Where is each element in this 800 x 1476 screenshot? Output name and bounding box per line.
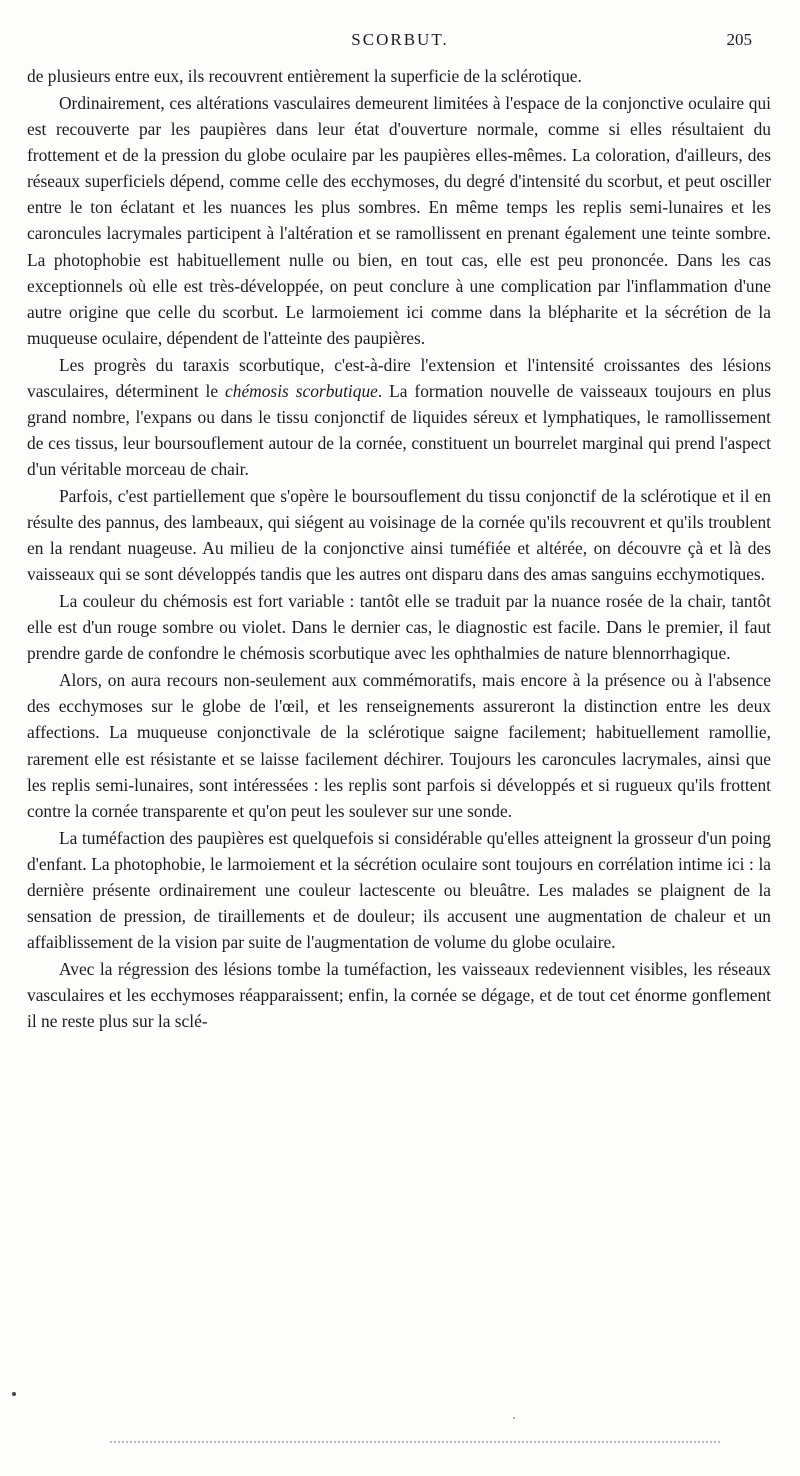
paragraph-eyelid-swelling: La tuméfaction des paupières est quelquefois si considérable qu'elles atteignent la grosseur d'un poing d'enfant. La photophobie, le larmoiement et la sécrétion oculaire sont toujours en corrélation intime ici : la dernière présente ordinairement une couleur lactescente ou bleuâtre. Les malades se plaignent de la sensation de pression, de tiraillements et de douleur; ils accusent une augmentation de chaleur et un affaiblissement de la vision par suite de l'augmentation de volume du globe oculaire. <box>27 827 771 953</box>
paragraph-text-after: . La formation nouvelle de vaisseaux toujours en plus grand nombre, l'expans ou dans le tissu conjonctif de liquides séreux et lymphatiques, le ramollissement de ces tissus, leur boursouflement autour de la cornée, constituent un bourrelet marginal qui prend l'aspect d'un véritable morceau de chair. <box>27 380 771 480</box>
paragraph-diagnosis: Alors, on aura recours non-seulement aux commémoratifs, mais encore à la présence ou à l'absence des ecchymoses sur le globe de l'œil, et les renseignements assureront la distinction entre les deux affections. La muqueuse conjonctivale de la sclérotique saigne facilement; habituellement ramollie, rarement elle est résistante et se laisse facilement déchirer. Toujours les caroncules lacrymales, ainsi que les replis semi-lunaires, sont intéressées : les replis sont parfois si développés et si rugueux qu'ils frottent contre la cornée transparente et qu'on peut les soulever sur une sonde. <box>27 670 771 821</box>
scan-bottom-noise <box>110 1441 720 1445</box>
paragraph-pannus: Parfois, c'est partiellement que s'opère le boursouflement du tissu conjonctif de la sclérotique et il en résulte des pannus, des lambeaux, qui siégent au voisinage de la cornée qu'ils recouvrent et qu'ils troublent en la rendant nuageuse. Au milieu de la conjonctive ainsi tuméfiée et altérée, on découvre çà et là des vaisseaux qui se sont développés tandis que les autres ont disparu dans des amas sanguins ecchymotiques. <box>27 486 771 585</box>
paragraph-vascular-alterations: Ordinairement, ces altérations vasculaires demeurent limitées à l'espace de la conjonctive oculaire qui est recouverte par les paupières dans leur état d'ouverture normale, comme si elles résultaient du frottement et de la pression du globe oculaire par les paupières elles-mêmes. La coloration, d'ailleurs, des réseaux superficiels dépend, comme celle des ecchymoses, du degré d'intensité du scorbut, et peut osciller entre le ton éclatant et les nuances les plus sombres. En même temps les replis semi-lunaires et les caroncules lacrymales participent à l'altération et se ramollissent en prenant également une teinte sombre. La photophobie est habituellement nulle ou bien, en tout cas, elle est peu prononcée. Dans les cas exceptionnels où elle est très-développée, on peut conclure à une complication par l'inflammation d'une autre origine que celle du scorbut. Le larmoiement ici comme dans la blépharite et la sécrétion de la muqueuse oculaire, dépendent de l'atteinte des paupières. <box>27 92 771 349</box>
scan-speck <box>12 1392 16 1396</box>
paragraph-regression: Avec la régression des lésions tombe la tuméfaction, les vaisseaux redeviennent visibles, les réseaux vasculaires et les ecchymoses réapparaissent; enfin, la cornée se dégage, et de tout cet énorme gonflement il ne reste plus sur la sclé- <box>27 958 771 1032</box>
running-head <box>30 30 770 54</box>
scan-speck <box>513 1417 515 1419</box>
paragraph-text-before: Les progrès du taraxis scorbutique, c'est-à-dire l'extension et l'intensité croissantes des lésions vasculaires, déterminent le <box>27 354 771 401</box>
italic-term: chémosis scorbutique <box>225 380 378 401</box>
paragraph-chemosis-color: La couleur du chémosis est fort variable : tantôt elle se traduit par la nuance rosée de la chair, tantôt elle est d'un rouge sombre ou violet. Dans le dernier cas, le diagnostic est facile. Dans le premier, il faut prendre garde de confondre le chémosis scorbutique avec les ophthalmies de nature blennorrhagique. <box>27 591 771 664</box>
paragraph-chemosis-scorbutique <box>27 352 771 483</box>
paragraph-continuation: de plusieurs entre eux, ils recouvrent entièrement la superficie de la sclérotique. <box>27 66 582 86</box>
body-text <box>27 63 771 1034</box>
page-number: 205 <box>726 30 752 49</box>
running-title: SCORBUT. <box>351 30 449 49</box>
